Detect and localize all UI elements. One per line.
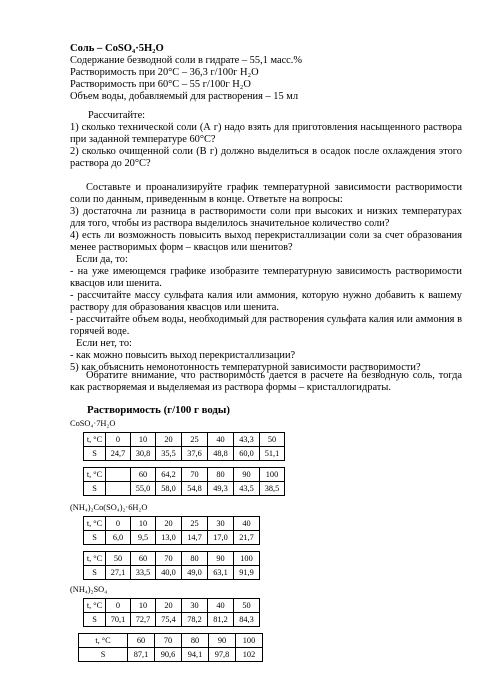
question-4: 4) есть ли возможность повысить выход перекристаллизации соли за счет образования менее растворимых форм – квасцов или шенитов? — [70, 230, 462, 253]
table-row-solubility — [79, 648, 263, 662]
table-cell: 48,8 — [208, 447, 234, 461]
attention-note — [70, 370, 462, 394]
table-cell: 72,7 — [131, 613, 156, 627]
table-cell: 40 — [208, 433, 234, 447]
table-cell: 6,0 — [106, 531, 131, 545]
table-cell: 0 — [106, 517, 131, 531]
table-cell: 40 — [234, 517, 260, 531]
table-cell: 24,7 — [106, 447, 131, 461]
solubility-table — [83, 551, 260, 580]
table-cell: 100 — [260, 468, 285, 482]
solubility-heading: Растворимость (г/100 г воды) — [87, 404, 230, 416]
solubility-table — [83, 467, 285, 496]
table-row-temperature — [84, 433, 285, 447]
table-cell: 64,2 — [156, 468, 182, 482]
table-row-solubility — [84, 566, 260, 580]
yes-step-3: - рассчитайте объем воды, необходимый для растворения сульфата калия или аммония в горячей воде. — [70, 314, 462, 337]
table-cell: 80 — [182, 552, 208, 566]
table-cell: S — [84, 482, 106, 496]
graph-tasks — [70, 182, 462, 374]
table-cell: t, °C — [84, 599, 106, 613]
table-cell: 55,0 — [131, 482, 156, 496]
solubility-table — [78, 633, 263, 662]
table-row-solubility — [84, 531, 260, 545]
table-cell: 0 — [106, 433, 131, 447]
table-cell: 100 — [236, 634, 263, 648]
table-cell — [106, 468, 131, 482]
table-cell: 100 — [234, 552, 260, 566]
table-cell: 10 — [131, 433, 156, 447]
question-5: 5) как объяснить немонотонность температурной зависимости растворимости? — [70, 362, 421, 373]
table-cell: 38,5 — [260, 482, 285, 496]
table-cell: 30 — [208, 517, 234, 531]
compound-label-ammonium-cobalt-sulfate: (NH₄)₂Co(SO₄)₂·6H₂O — [70, 503, 148, 512]
fact-solubility-60: Растворимость при 60°С – 55 г/100г H₂O — [70, 79, 251, 90]
table-cell: 20 — [156, 433, 182, 447]
table-cell: 70 — [155, 634, 182, 648]
table-cell — [106, 482, 131, 496]
fact-anhydrous-content: Содержание безводной соли в гидрате – 55,1 масс.% — [70, 55, 303, 66]
table-cell: 54,8 — [182, 482, 208, 496]
table-cell: 97,8 — [209, 648, 236, 662]
question-2: 2) сколько очищенной соли (В г) должно выделиться в осадок после охлаждения этого раствора до 20°С? — [70, 146, 462, 169]
table-cell: 33,5 — [131, 566, 156, 580]
table-row-temperature — [84, 552, 260, 566]
solubility-table — [83, 432, 285, 461]
table-cell: S — [84, 566, 106, 580]
table-cell: 9,5 — [131, 531, 156, 545]
table-cell: 0 — [106, 599, 131, 613]
calc-tasks — [70, 110, 462, 170]
solubility-table — [83, 516, 260, 545]
compound-label-ammonium-sulfate: (NH₄)₂SO₄ — [70, 585, 108, 594]
table-cell: t, °C — [84, 517, 106, 531]
table-cell: 80 — [208, 468, 234, 482]
table-cell: 43,3 — [234, 433, 260, 447]
table-row-temperature — [84, 599, 260, 613]
table-cell: 70,1 — [106, 613, 131, 627]
compound-label-coso4-7h2o: CoSO₄·7H₂O — [70, 419, 116, 428]
graph-intro: Составьте и проанализируйте график температурной зависимости растворимости соли по данным, приведенным в конце. Ответьте на вопросы: — [70, 182, 462, 205]
fact-solubility-20: Растворимость при 20°С – 36,3 г/100г H₂O — [70, 67, 259, 78]
table-cell: 91,9 — [234, 566, 260, 580]
table-cell: t, °C — [84, 468, 106, 482]
table-cell: 78,2 — [182, 613, 208, 627]
table-cell: 43,5 — [234, 482, 260, 496]
question-3: 3) достаточна ли разница в растворимости соли при высоких и низких температурах для того, чтобы из раствора выделилось значительное количество соли? — [70, 206, 462, 229]
table-cell: 25 — [182, 433, 208, 447]
table-cell: 75,4 — [156, 613, 182, 627]
table-cell: 40,0 — [156, 566, 182, 580]
table-cell: 60 — [131, 468, 156, 482]
table-cell: 20 — [156, 517, 182, 531]
table-cell: 14,7 — [182, 531, 208, 545]
table-cell: 30 — [182, 599, 208, 613]
yes-step-1: - на уже имеющемся графике изобразите температурную зависимость растворимости квасцов или шенита. — [70, 266, 462, 289]
table-cell: S — [84, 613, 106, 627]
table-cell: 50 — [234, 599, 260, 613]
table-row-solubility — [84, 447, 285, 461]
table-cell: 13,0 — [156, 531, 182, 545]
table-cell: 25 — [182, 517, 208, 531]
table-cell: 10 — [131, 517, 156, 531]
table-cell: t, °C — [84, 552, 106, 566]
salt-info — [70, 43, 462, 103]
table-cell: 102 — [236, 648, 263, 662]
table-cell: 21,7 — [234, 531, 260, 545]
table-cell: 37,6 — [182, 447, 208, 461]
table-cell: 84,3 — [234, 613, 260, 627]
tasks-intro: Рассчитайте: — [88, 110, 146, 121]
table-cell: 10 — [131, 599, 156, 613]
table-cell: 70 — [156, 552, 182, 566]
table-cell: 27,1 — [106, 566, 131, 580]
table-row-solubility — [84, 482, 285, 496]
table-cell: 49,0 — [182, 566, 208, 580]
table-cell: 51,1 — [260, 447, 285, 461]
table-cell: 80 — [182, 634, 209, 648]
table-cell: 94,1 — [182, 648, 209, 662]
table-row-solubility — [84, 613, 260, 627]
table-cell: 70 — [182, 468, 208, 482]
table-cell: 40 — [208, 599, 234, 613]
table-cell: 58,0 — [156, 482, 182, 496]
table-cell: 35,5 — [156, 447, 182, 461]
table-cell: 90 — [234, 468, 260, 482]
table-cell: 87,1 — [128, 648, 155, 662]
table-cell: S — [79, 648, 128, 662]
table-cell: 17,0 — [208, 531, 234, 545]
table-cell: 90 — [209, 634, 236, 648]
table-cell: 60 — [128, 634, 155, 648]
table-row-temperature — [84, 517, 260, 531]
fact-water-volume: Объем воды, добавляемый для растворения – 15 мл — [70, 91, 299, 102]
table-cell: t, °C — [79, 634, 128, 648]
table-cell: 81,2 — [208, 613, 234, 627]
table-cell: 90,6 — [155, 648, 182, 662]
table-row-temperature — [79, 634, 263, 648]
yes-step-2: - рассчитайте массу сульфата калия или аммония, которую нужно добавить к вашему раствору для образования квасцов или шенита. — [70, 290, 462, 313]
table-cell: 90 — [208, 552, 234, 566]
table-cell: 63,1 — [208, 566, 234, 580]
question-1: 1) сколько технической соли (А г) надо взять для приготовления насыщенного раствора при заданной температуре 60°С? — [70, 122, 462, 145]
table-cell: 50 — [260, 433, 285, 447]
salt-title: Соль – CoSO₄·5H₂O — [70, 43, 164, 54]
no-step-1: - как можно повысить выход перекристаллизации? — [70, 350, 296, 361]
table-cell: 50 — [106, 552, 131, 566]
table-cell: 60,0 — [234, 447, 260, 461]
table-cell: t, °C — [84, 433, 106, 447]
if-yes-label: Если да, то: — [76, 254, 128, 265]
note-text: Обратите внимание, что растворимость дается в расчете на безводную соль, тогда как растворяемая и выделяемая из раствора формы – кристаллогидраты. — [70, 370, 462, 393]
if-no-label: Если нет, то: — [76, 338, 132, 349]
table-cell: 49,3 — [208, 482, 234, 496]
table-cell: 60 — [131, 552, 156, 566]
table-cell: S — [84, 531, 106, 545]
solubility-table — [83, 598, 260, 627]
table-cell: S — [84, 447, 106, 461]
table-row-temperature — [84, 468, 285, 482]
table-cell: 30,8 — [131, 447, 156, 461]
table-cell: 20 — [156, 599, 182, 613]
